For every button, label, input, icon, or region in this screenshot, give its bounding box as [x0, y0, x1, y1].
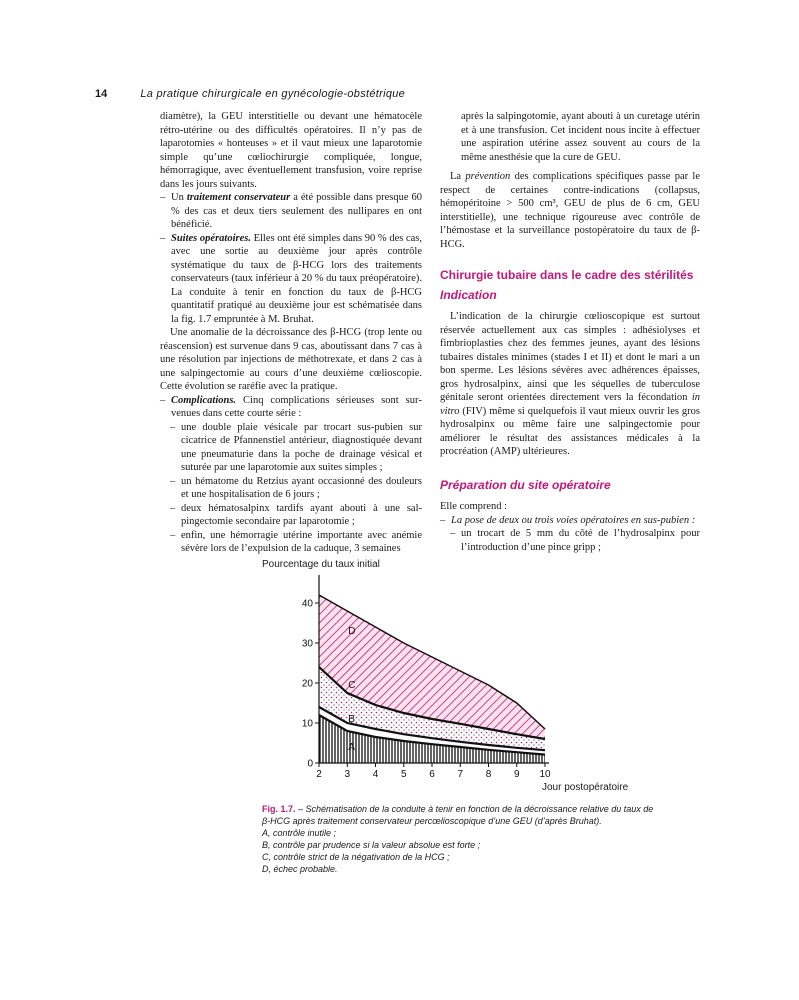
sub-list-item: – deux hématosalpinx tardifs ayant abouti à une salpingectomie secondaire par laparotomie ;	[170, 502, 422, 527]
paragraph: Elle comprend :	[440, 501, 508, 512]
list-item: – Complications. Cinq complications sérieuses sont survenues dans cette courte série :	[160, 394, 422, 419]
page-number: 14	[95, 88, 108, 100]
y-tick-label: 0	[307, 758, 313, 770]
x-tick-label: 10	[539, 769, 551, 780]
x-tick-label: 8	[485, 769, 492, 780]
sub-list-item: – enfin, une hémorragie utérine importante avec anémie sévère lors de l’expulsion de la caduque, 3 semaines	[170, 529, 422, 554]
chart-figure	[250, 556, 630, 796]
x-tick-label: 9	[513, 769, 520, 780]
left-column	[160, 110, 422, 556]
sub-list-item: – un trocart de 5 mm du côté de l’hydrosalpinx pour l’introduction d’une pince gripp ;	[450, 528, 700, 553]
caption-line: D, échec probable.	[262, 864, 338, 874]
list-item: – Un traitement conservateur a été possible dans presque 60 % des cas et deux tiers seulement des nullipares en ont bénéficié.	[160, 192, 422, 230]
y-tick-label: 10	[301, 718, 313, 730]
paragraph: Une anomalie de la décroissance des β-HCG (trop lente ou réascension) est survenue dans 9 cas, aboutissant dans 7 cas à une résolution par injections de méthotrexate, et dans 2 cas à une salpingectomie au cours d’une deuxième cœlioscopie. Cette évolution se raréfie avec la pratique.	[160, 327, 422, 392]
sub-list-item-continued: après la salpingotomie, ayant abouti à un curetage utérin et à une transfusion. Cet incident nous incite à effectuer une aspiration utérine assez souvent au cours de la même anesthésie que la cure de GEU.	[461, 111, 700, 163]
list-item: – Suites opératoires. Elles ont été simples dans 90 % des cas, avec une sortie au deuxième jour après contrôle systématique du taux de β-HCG lors des traitements conservateurs (taux inférieur à 20 % du taux préopératoire). La conduite à tenir en fonction du taux de β-HCG quantitatif pratiqué au deuxième jour est schématisée dans la fig. 1.7 empruntée à M. Bruhat.	[160, 232, 423, 325]
x-tick-label: 4	[372, 769, 379, 780]
x-axis-label: Jour postopératoire	[542, 782, 629, 793]
y-tick-label: 30	[301, 638, 313, 650]
x-tick-label: 2	[316, 769, 322, 780]
y-axis-label: Pourcentage du taux initial	[262, 559, 380, 570]
caption-line: A, contrôle inutile ;	[262, 828, 337, 838]
caption-line: C, contrôle strict de la négativation de la HCG ;	[262, 852, 450, 862]
running-title: La pratique chirurgicale en gynécologie-obstétrique	[140, 88, 406, 100]
y-tick-label: 40	[301, 598, 313, 610]
y-tick-label: 20	[301, 678, 313, 690]
caption-line: B, contrôle par prudence si la valeur absolue est forte ;	[262, 840, 481, 850]
x-tick-label: 6	[429, 769, 435, 780]
figure-label: Fig. 1.7.	[262, 804, 296, 814]
zone-label-a: A	[348, 742, 355, 753]
paragraph: L’indication de la chirurgie cœlioscopique est surtout réservée actuellement aux cas simples : adhésiolyses et fimbrioplasties chez des femmes jeunes, ayant des lésions tubaires distales minimes (stades I et II) et dont le mari a un bon sperme. Les lésions sévères avec adhérences épaisses, gros hydrosalpinx, ainsi que les séquelles de tuberculose génitale seront orientées directement vers la fécondation in vitro (FIV) même si quelquefois il vaut mieux ouvrir les gros hydrosalpinx ou même faire une salpingectomie pour améliorer le résultat des assistances médicales à la procréation (AMP) ultérieures.	[440, 311, 700, 457]
x-tick-label: 5	[400, 769, 407, 780]
subsection-heading: Préparation du site opératoire	[440, 477, 611, 492]
figure-caption: Fig. 1.7. – Schématisation de la conduite à tenir en fonction de la décroissance relative du taux de β-HCG après traitement conservateur percœlioscopique d’une GEU (d’après Bruhat). A, contrôle inutile ; B, contrôle par prudence si la valeur absolue est forte ; C, contrôle strict de la négativation de la HCG ; D, échec probable.	[262, 803, 662, 875]
page-header	[95, 88, 739, 100]
sub-list-item: – un hématome du Retzius ayant occasionné des douleurs et une hospitalisation de 6 jours ;	[170, 475, 422, 500]
zone-label-d: D	[348, 626, 356, 637]
section-heading: Chirurgie tubaire dans le cadre des stérilités	[440, 268, 694, 282]
x-tick-label: 7	[457, 769, 464, 780]
paragraph: La prévention des complications spécifiques passe par le respect de certaines contre-indications (collapsus, hémopéritoine > 500 cm³, GEU de plus de 6 cm, GEU interstitielle), une technique rigoureuse avec contrôle de l’hémostase et la surveillance postopératoire du taux de β-HCG.	[440, 171, 700, 250]
term: traitement conservateur	[186, 192, 291, 203]
paragraph: diamètre), la GEU interstitielle ou devant une hématocèle rétro-utérine ou des difficultés opératoires. Il n’y pas de laparotomies « honteuses » et il vaut mieux une laparotomie simple qu’une cœliochirurgie compliquée, longue, hémorragique, avec éventuellement transfusion, voire reprise dans les jours suivants.	[160, 111, 422, 190]
term: Complications.	[171, 394, 237, 406]
subsection-heading: Indication	[440, 287, 497, 302]
sub-list-item: – une double plaie vésicale par trocart sus-pubien sur cicatrice de Pfannenstiel antérieur, diagnostiquée devant une pneumaturie dans la poche de drainage vésical et suturée par une laparotomie aux suites simples ;	[170, 421, 422, 473]
x-tick-label: 3	[344, 769, 351, 780]
right-column	[440, 110, 700, 554]
term: Suites opératoires.	[171, 232, 251, 244]
zone-label-c: C	[348, 680, 356, 691]
zone-label-b: B	[348, 714, 355, 725]
list-item: – La pose de deux ou trois voies opératoires en sus-pubien :	[440, 514, 696, 526]
